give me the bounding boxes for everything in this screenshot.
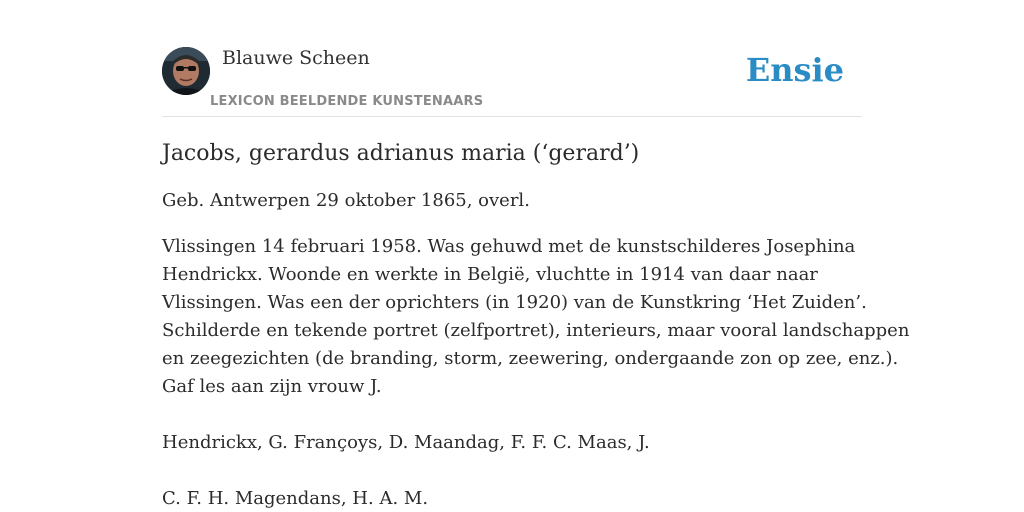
avatar[interactable] (162, 47, 210, 95)
brand-logo[interactable]: Ensie (745, 51, 844, 89)
article-title: Jacobs, gerardus adrianus maria (‘gerard’) (162, 141, 640, 166)
body-spacer (162, 401, 862, 429)
lexicon-subtitle[interactable]: LEXICON BEELDENDE KUNSTENAARS (210, 94, 484, 109)
body-line: Gaf les aan zijn vrouw J. (162, 376, 382, 397)
body-line: Schilderde en tekende portret (zelfportret), interieurs, maar vooral landschappen (162, 320, 910, 341)
header (162, 46, 862, 117)
avatar-image (162, 47, 210, 95)
article-lead: Geb. Antwerpen 29 oktober 1865, overl. (162, 190, 530, 211)
article-body (162, 233, 910, 512)
author-name[interactable]: Blauwe Scheen (222, 47, 370, 69)
body-line: Vlissingen 14 februari 1958. Was gehuwd met de kunstschilderes Josephina (162, 236, 856, 257)
body-line: Hendrickx. Woonde en werkte in België, vluchtte in 1914 van daar naar (162, 264, 818, 285)
body-line: C. F. H. Magendans, H. A. M. (162, 488, 429, 509)
article (162, 136, 910, 512)
body-line: en zeegezichten (de branding, storm, zeewering, ondergaande zon op zee, enz.). (162, 348, 899, 369)
body-line: Vlissingen. Was een der oprichters (in 1920) van de Kunstkring ‘Het Zuiden’. (162, 292, 867, 313)
body-spacer (162, 457, 862, 485)
body-line: Hendrickx, G. Françoys, D. Maandag, F. F. C. Maas, J. (162, 432, 650, 453)
